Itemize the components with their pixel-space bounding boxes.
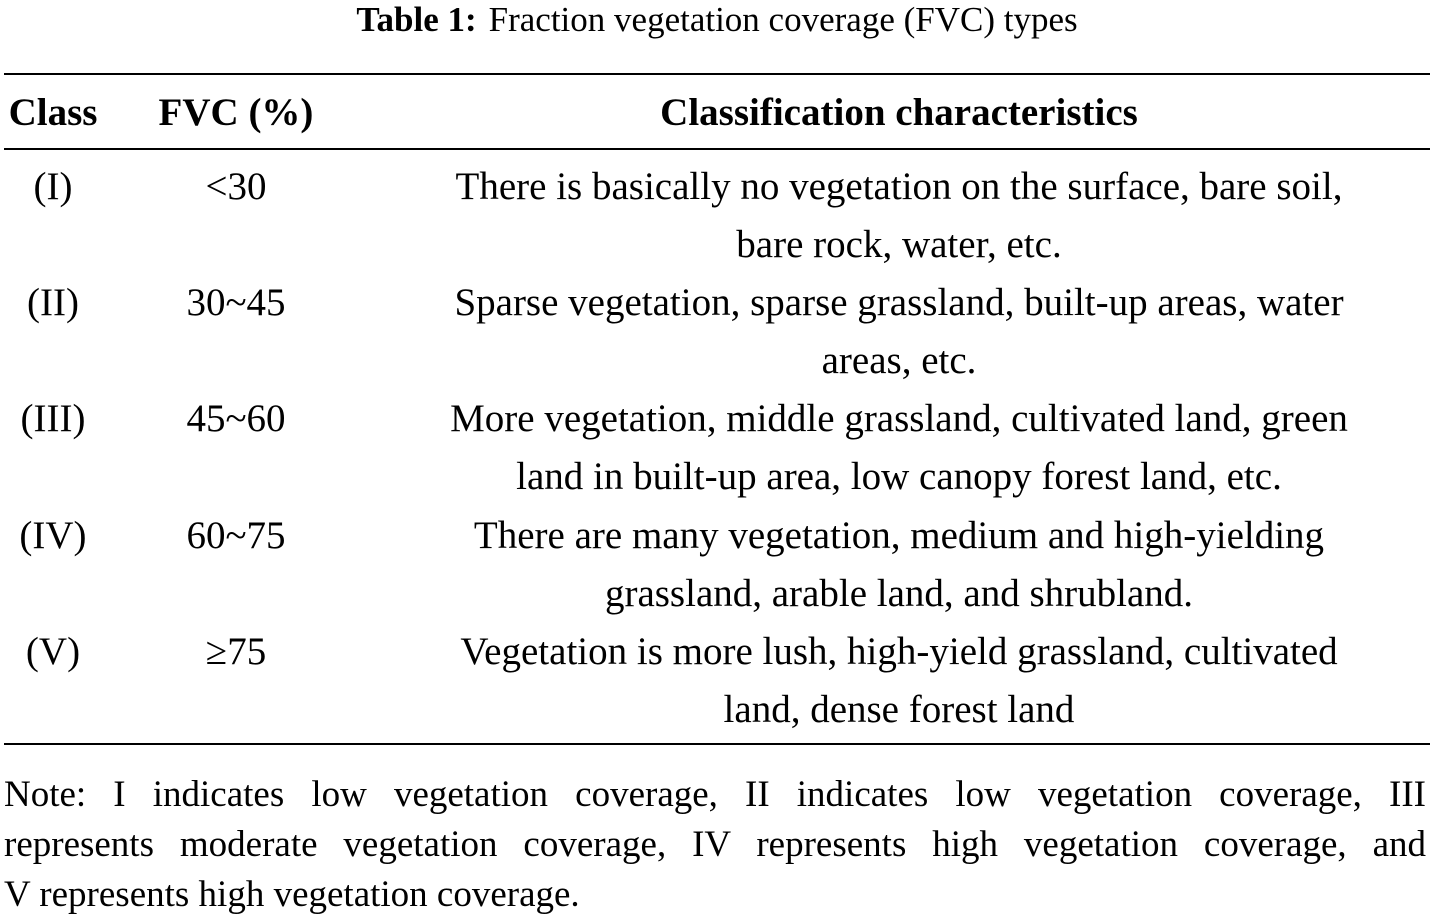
header-characteristics: Classification characteristics (660, 91, 1138, 134)
table-caption-label: Table 1: (356, 0, 477, 39)
row-3-characteristics (368, 390, 1430, 506)
row-3-fvc: 45~60 (186, 397, 286, 440)
table-header-rule (4, 148, 1430, 150)
row-2-fvc: 30~45 (186, 281, 286, 324)
table-note-line-3: V represents high vegetation coverage. (4, 874, 580, 915)
row-1-fvc: <30 (205, 165, 267, 208)
row-5-characteristics (368, 623, 1430, 739)
header-fvc: FVC (%) (158, 91, 314, 134)
row-2-class: (II) (27, 281, 79, 324)
row-2-characteristics-line-1: Sparse vegetation, sparse grassland, built-up areas, water (454, 281, 1344, 324)
row-3-class: (III) (20, 397, 86, 440)
row-5-fvc: ≥75 (205, 630, 267, 673)
header-class: Class (8, 91, 98, 134)
row-4-fvc: 60~75 (186, 514, 286, 557)
row-3-characteristics-line-1: More vegetation, middle grassland, cultivated land, green (450, 397, 1348, 440)
row-5-characteristics-line-2: land, dense forest land (723, 688, 1075, 731)
table-note-line-1: Note: I indicates low vegetation coverage, II indicates low vegetation coverage, III (4, 774, 1426, 815)
row-1-characteristics-line-2: bare rock, water, etc. (736, 223, 1062, 266)
table-note-line-2: represents moderate vegetation coverage, IV represents high vegetation coverage, and (4, 824, 1426, 865)
row-3-characteristics-line-2: land in built-up area, low canopy forest land, etc. (516, 455, 1282, 498)
table-caption (0, 0, 1434, 40)
row-4-class: (IV) (19, 514, 87, 557)
row-1-class: (I) (33, 165, 73, 208)
row-2-characteristics (368, 274, 1430, 390)
row-4-characteristics-line-2: grassland, arable land, and shrubland. (604, 572, 1194, 615)
row-4-characteristics-line-1: There are many vegetation, medium and high-yielding (473, 514, 1325, 557)
row-4-characteristics (368, 507, 1430, 623)
table-note (4, 770, 1426, 920)
row-1-characteristics (368, 158, 1430, 274)
row-5-characteristics-line-1: Vegetation is more lush, high-yield grassland, cultivated (460, 630, 1338, 673)
row-1-characteristics-line-1: There is basically no vegetation on the surface, bare soil, (455, 165, 1343, 208)
table-caption-title: Fraction vegetation coverage (FVC) types (488, 0, 1078, 39)
row-5-class: (V) (25, 630, 81, 673)
table-top-rule (4, 73, 1430, 75)
row-2-characteristics-line-2: areas, etc. (821, 339, 977, 382)
table-bottom-rule (4, 743, 1430, 745)
